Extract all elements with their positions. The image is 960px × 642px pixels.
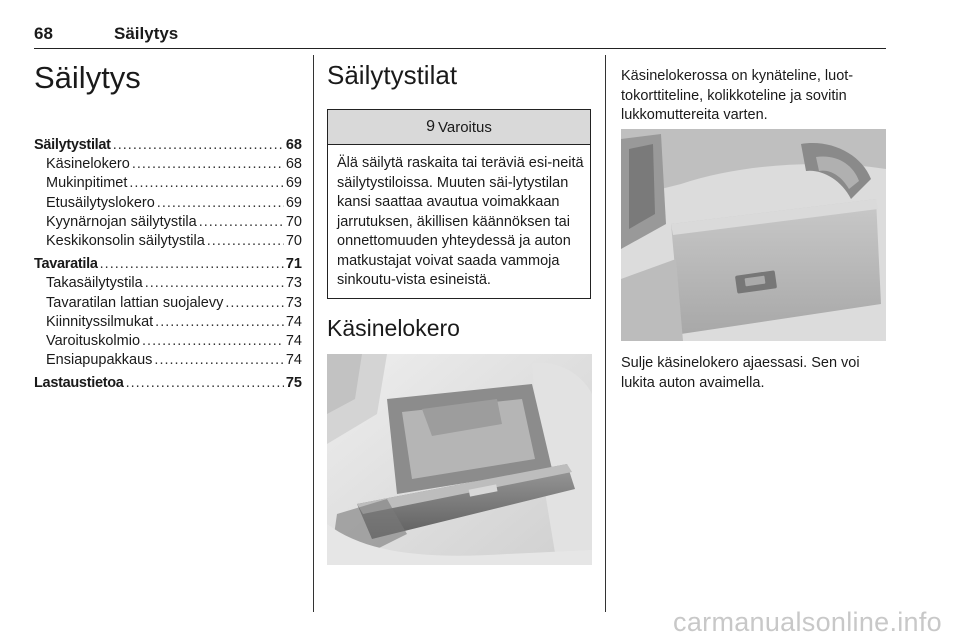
toc-entry-page: 71	[285, 256, 302, 273]
toc-entry-page: 74	[285, 313, 302, 330]
toc-sub-entry[interactable]	[34, 274, 302, 293]
toc-leader-dots	[207, 232, 284, 251]
toc-sub-entry[interactable]	[34, 294, 302, 313]
table-of-contents	[34, 136, 302, 394]
glovebox-closed-photo	[621, 129, 886, 341]
watermark: carmanualsonline.info	[673, 607, 942, 637]
glovebox-open-photo	[327, 354, 592, 565]
warning-text: Älä säilytä raskaita tai teräviä esi-neitä säilytystiloissa. Muuten säi-lytystilan kansi saattaa avautua voimakkaan jarrutuksen, äkillisen käännöksen tai onnettomuuden yhteydessä ja auton matkustajat voivat saada vammoja sinkoutu-vista esineistä.	[337, 155, 584, 288]
toc-main-entry[interactable]	[34, 374, 302, 393]
toc-entry-page: 68	[285, 156, 302, 173]
toc-entry-label: Tavaratilan lattian suojalevy	[46, 294, 224, 311]
page-number: 68	[34, 24, 53, 43]
toc-leader-dots	[126, 374, 284, 393]
toc-sub-entry[interactable]	[34, 194, 302, 213]
warning-heading: Varoitus	[437, 118, 492, 136]
toc-entry-page: 74	[285, 352, 302, 369]
toc-entry-label: Keskikonsolin säilytystila	[46, 233, 205, 250]
toc-entry-label: Kiinnityssilmukat	[46, 313, 154, 330]
section-title: Säilytystilat	[327, 60, 458, 90]
toc-leader-dots	[132, 155, 284, 174]
toc-leader-dots	[157, 194, 284, 213]
toc-leader-dots	[154, 351, 283, 370]
toc-leader-dots	[199, 213, 284, 232]
toc-sub-entry[interactable]	[34, 232, 302, 251]
toc-entry-page: 69	[285, 194, 302, 211]
toc-main-entry[interactable]	[34, 255, 302, 274]
toc-entry-page: 70	[285, 233, 302, 250]
toc-leader-dots	[100, 255, 284, 274]
toc-entry-page: 73	[285, 294, 302, 311]
header-section-title: Säilytys	[114, 24, 179, 43]
toc-entry-label: Käsinelokero	[46, 156, 130, 173]
toc-sub-entry[interactable]	[34, 213, 302, 232]
toc-entry-label: Varoituskolmio	[46, 333, 141, 350]
warning-box	[327, 109, 591, 299]
toc-sub-entry[interactable]	[34, 155, 302, 174]
toc-leader-dots	[113, 136, 284, 155]
toc-entry-label: Ensiapupakkaus	[46, 352, 153, 369]
toc-entry-page: 74	[285, 333, 302, 350]
toc-entry-page: 68	[285, 137, 302, 153]
toc-leader-dots	[142, 332, 284, 351]
toc-entry-label: Kyynärnojan säilytystila	[46, 213, 197, 230]
toc-entry-page: 69	[285, 175, 302, 192]
column-divider	[605, 55, 606, 612]
toc-sub-entry[interactable]	[34, 174, 302, 193]
toc-leader-dots	[129, 174, 283, 193]
toc-entry-label: Lastaustietoa	[34, 375, 124, 392]
toc-sub-entry[interactable]	[34, 313, 302, 332]
warning-header	[328, 110, 590, 145]
glovebox-description: Käsinelokerossa on kynäteline, luot-tokorttiteline, kolikkoteline ja sovitin lukkomuttereita varten.	[621, 68, 854, 123]
toc-entry-label: Säilytystilat	[34, 137, 111, 153]
toc-sub-entry[interactable]	[34, 351, 302, 370]
chapter-column	[34, 60, 302, 394]
storage-column	[327, 60, 592, 342]
toc-entry-page: 70	[285, 213, 302, 230]
subsection-title: Käsinelokero	[327, 314, 460, 341]
toc-main-entry[interactable]	[34, 136, 302, 155]
toc-entry-label: Mukinpitimet	[46, 175, 128, 192]
toc-entry-label: Takasäilytystila	[46, 275, 143, 292]
toc-entry-page: 73	[285, 275, 302, 292]
column-divider	[313, 55, 314, 612]
toc-entry-label: Tavaratila	[34, 256, 98, 273]
toc-sub-entry[interactable]	[34, 332, 302, 351]
glovebox-lock-note: Sulje käsinelokero ajaessasi. Sen voi lukita auton avaimella.	[621, 355, 860, 391]
toc-entry-page: 75	[285, 375, 302, 392]
toc-leader-dots	[155, 313, 284, 332]
warning-icon: 9	[426, 118, 435, 135]
toc-leader-dots	[225, 294, 284, 313]
page-header	[34, 22, 886, 49]
toc-leader-dots	[145, 274, 284, 293]
toc-entry-label: Etusäilytyslokero	[46, 194, 155, 211]
chapter-title: Säilytys	[34, 60, 141, 95]
